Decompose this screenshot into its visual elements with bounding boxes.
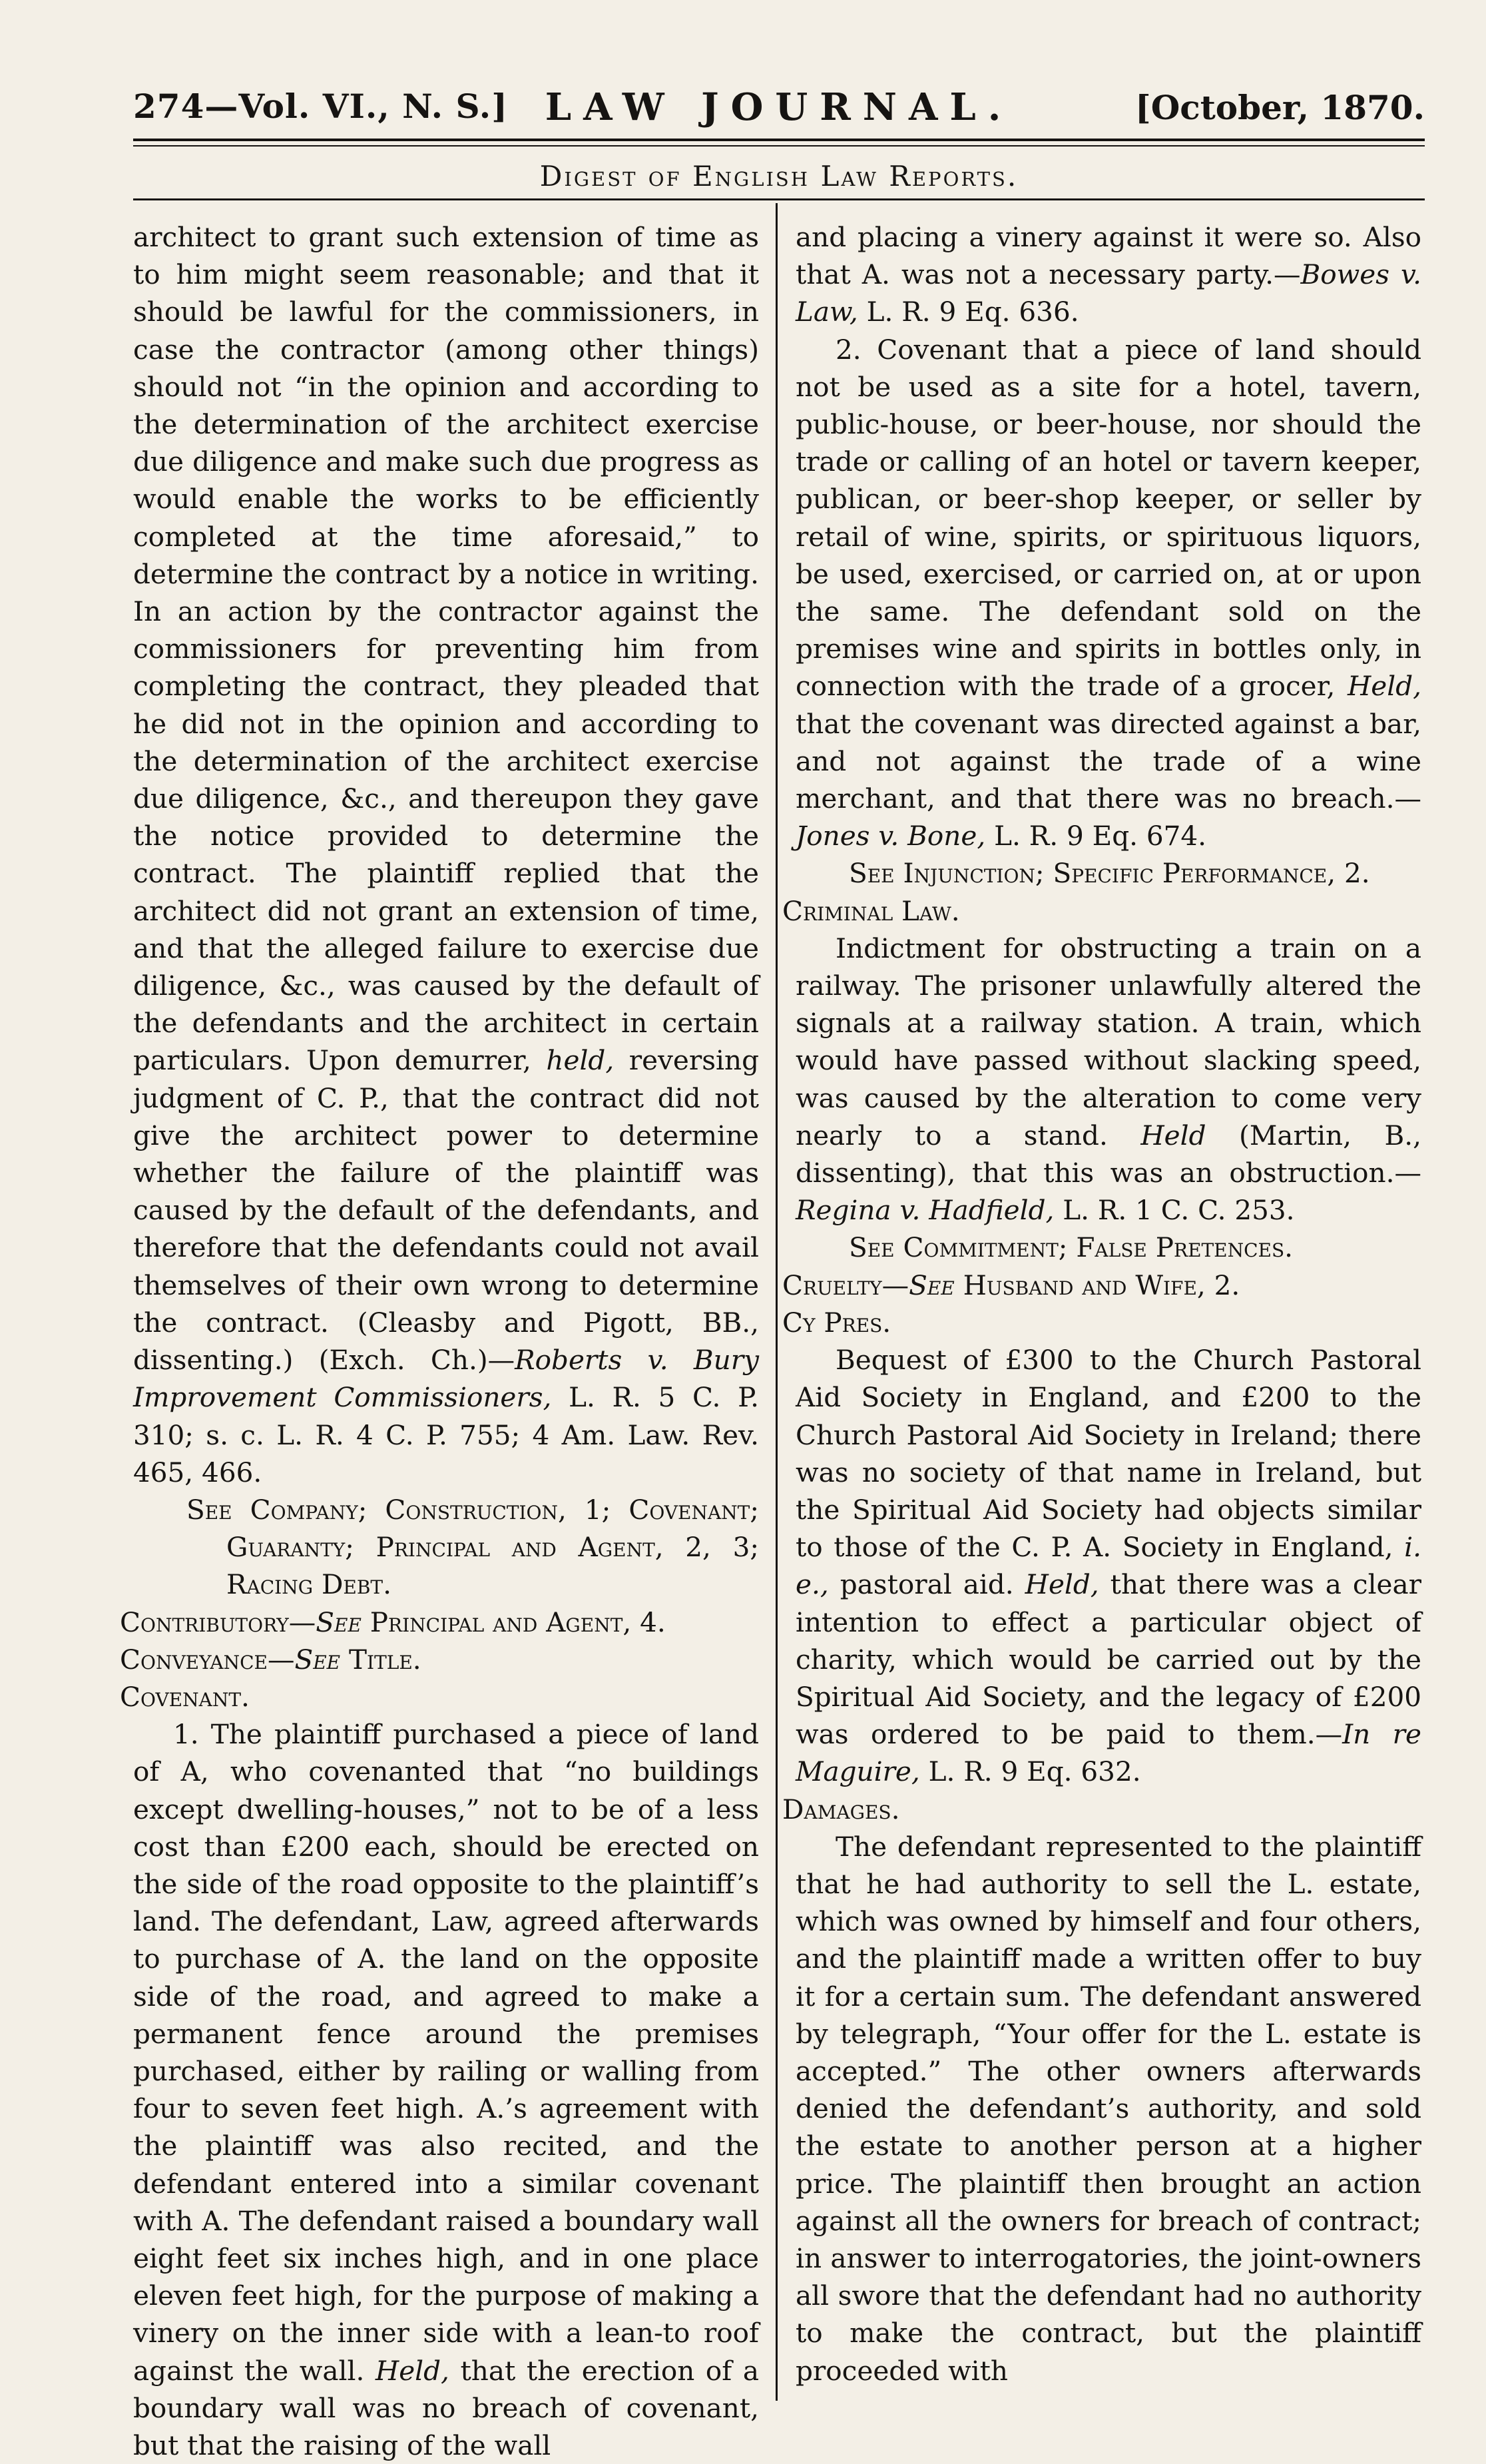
see-also-commitment: See Commitment; False Pretences. <box>849 1231 1294 1264</box>
running-header <box>133 80 1425 133</box>
entry-conveyance: Conveyance—See Title. <box>120 1643 421 1676</box>
section-title: Digest of English Law Reports. <box>539 160 1019 192</box>
heading-covenant: Covenant. <box>120 1680 250 1713</box>
see-also-company: See Company; Construction, 1; Covenant; Guaranty; Principal and Agent, 2, 3; Racing Debt. <box>186 1493 759 1601</box>
heading-cy-pres: Cy Pres. <box>782 1306 891 1339</box>
paragraph-cy-pres: Bequest of £300 to the Church Pastoral Aid Society in England, and £200 to the Church Pastoral Aid Society in Ireland; there was no society of that name in Ireland, but the Spiritual Aid Society had objects similar to those of the C. P. A. Society in England, i. e., pastoral aid. Held, that there was a clear intention to effect a particular object of charity, which would be carried out by the Spiritual Aid Society, and the legacy of £200 was ordered to be paid to them.—In re Maguire, L. R. 9 Eq. 632. <box>796 1344 1421 1788</box>
see-also-injunction: See Injunction; Specific Performance, 2. <box>849 857 1370 890</box>
paragraph-bowes-case: and placing a vinery against it were so. Also that A. was not a necessary party.—Bowes v. Law, L. R. 9 Eq. 636. <box>796 221 1421 328</box>
paragraph-covenant-1: 1. The plaintiff purchased a piece of land of A, who covenanted that “no buildings except dwelling-houses,” not to be of a less cost than £200 each, should be erected on the side of the road opposite to the plaintiff’s land. The defendant, Law, agreed afterwards to purchase of A. the land on the opposite side of the road, and agreed to make a permanent fence around the premises purchased, either by railing or walling from four to seven feet high. A.’s agreement with the plaintiff was also recited, and the defendant entered into a similar covenant with A. The defendant raised a boundary wall eight feet six inches high, and in one place eleven feet high, for the purpose of making a vinery on the inner side with a lean-to roof against the wall. Held, that the erection of a boundary wall was no breach of covenant, but that the raising of the wall <box>133 1718 759 2461</box>
entry-contributory: Contributory—See Principal and Agent, 4. <box>120 1606 666 1638</box>
journal-title: LAW JOURNAL. <box>545 85 1013 129</box>
heading-criminal-law: Criminal Law. <box>782 894 960 927</box>
paragraph-roberts-case: architect to grant such extension of time as to him might seem reasonable; and that it should be lawful for the commissioners, in case the contractor (among other things) should not “in the opinion and according to the determination of the architect exercise due diligence and make such due progress as would enable the works to be efficiently completed at the time aforesaid,” to determine the contract by a notice in writing. In an action by the contractor against the commissioners for preventing him from completing the contract, they pleaded that he did not in the opinion and according to the determination of the architect exercise due diligence, &c., and thereupon they gave the notice provided to determine the contract. The plaintiff replied that the architect did not grant an extension of time, and that the alleged failure to exercise due diligence, &c., was caused by the default of the defendants and the architect in certain particulars. Upon demurrer, held, reversing judgment of C. P., that the contract did not give the architect power to determine whether the failure of the plaintiff was caused by the default of the defendants, and therefore that the defendants could not avail themselves of their own wrong to determine the contract. (Cleasby and Pigott, BB., dissenting.) (Exch. Ch.)—Roberts v. Bury Improvement Commissioners, L. R. 5 C. P. 310; s. c. L. R. 4 C. P. 755; 4 Am. Law. Rev. 465, 466. <box>133 221 759 1488</box>
column-divider <box>776 203 778 2401</box>
entry-cruelty: Cruelty—See Husband and Wife, 2. <box>782 1269 1240 1301</box>
paragraph-damages: The defendant represented to the plaintiff that he had authority to sell the L. estate, which was owned by himself and four others, and the plaintiff made a written offer to buy it for a certain sum. The defendant answered by telegraph, “Your offer for the L. estate is accepted.” The other owners afterwards denied the defendant’s authority, and sold the estate to another person at a higher price. The plaintiff then brought an action against all the owners for breach of contract; in answer to interrogatories, the joint-owners all swore that the defendant had no authority to make the contract, but the plaintiff proceeded with <box>796 1830 1421 2387</box>
volume-reference: 274—Vol. VI., N. S.] <box>133 87 508 126</box>
left-column <box>120 218 759 2464</box>
header-rule <box>133 139 1425 141</box>
right-column <box>782 218 1422 2389</box>
paragraph-covenant-2: 2. Covenant that a piece of land should not be used as a site for a hotel, tavern, public-house, or beer-house, nor should the trade or calling of an hotel or tavern keeper, publican, or beer-shop keeper, or seller by retail of wine, spirits, or spirituous liquors, be used, exercised, or carried on, at or upon the same. The defendant sold on the premises wine and spirits in bottles only, in connection with the trade of a grocer, Held, that the covenant was directed against a bar, and not against the trade of a wine merchant, and that there was no breach.—Jones v. Bone, L. R. 9 Eq. 674. <box>796 333 1421 852</box>
header-rule-thin <box>133 145 1425 147</box>
heading-damages: Damages. <box>782 1793 900 1825</box>
paragraph-criminal-law: Indictment for obstructing a train on a railway. The prisoner unlawfully altered the signals at a railway station. A train, which would have passed without slacking speed, was caused by the alteration to come very nearly to a stand. Held (Martin, B., dissenting), that this was an obstruction.—Regina v. Hadfield, L. R. 1 C. C. 253. <box>796 932 1422 1227</box>
subheader-rule <box>133 198 1425 200</box>
issue-date: [October, 1870. <box>1135 88 1425 127</box>
